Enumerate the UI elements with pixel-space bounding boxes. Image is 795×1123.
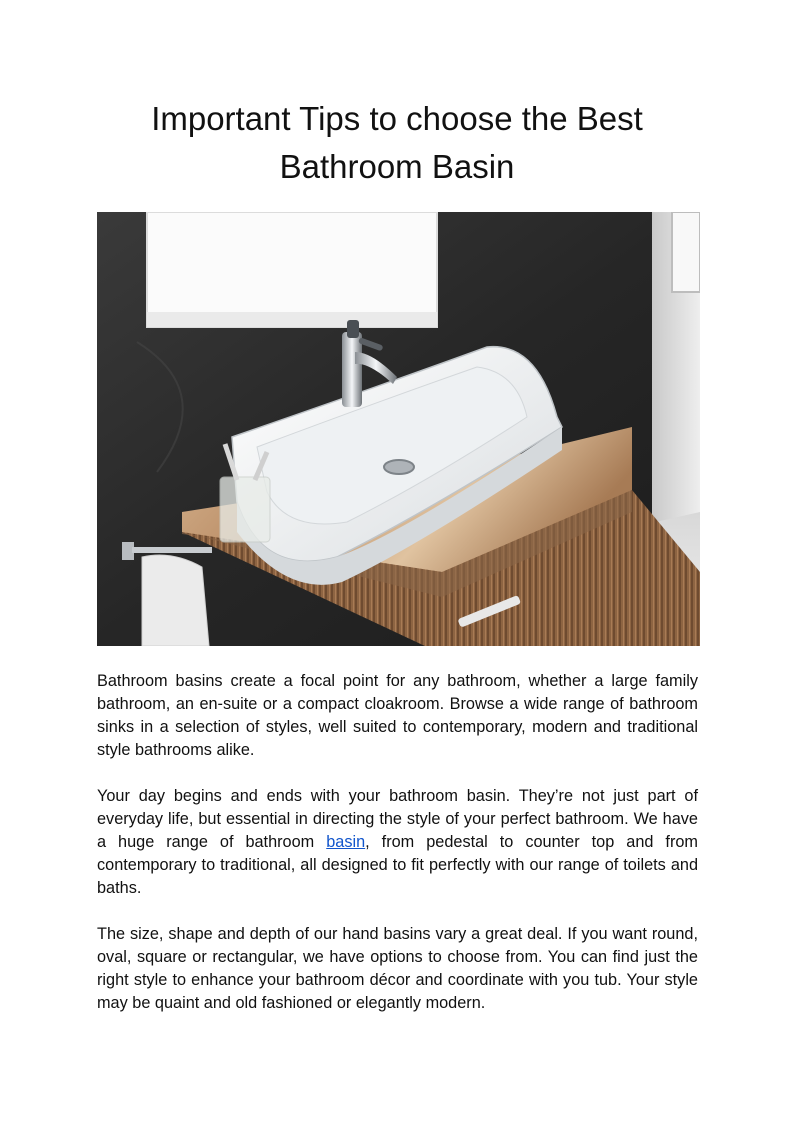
paragraph-2-text-a: Your day begins and ends with your bathroom basin. They’re not just part of everyday life, but essential in directing the style of your perfect bathroom. We have a huge range of bathroom: [97, 787, 698, 851]
article-body: [97, 670, 698, 1038]
paragraph-2-text-b: , from pedestal to counter top and from contemporary to traditional, all designed to fit perfectly with our range of toilets and baths.: [97, 833, 698, 897]
paragraph-1: Bathroom basins create a focal point for any bathroom, whether a large family bathroom, an en-suite or a compact cloakroom. Browse a wide range of bathroom sinks in a selection of styles, well suited to contemporary, modern and traditional style bathrooms alike.: [97, 672, 698, 759]
page-title: [97, 95, 697, 191]
title-line-2: Bathroom Basin: [279, 148, 515, 185]
paragraph-3: The size, shape and depth of our hand basins vary a great deal. If you want round, oval, square or rectangular, we have options to choose from. You can find just the right style to enhance your bathroom décor and coordinate with you tub. Your style may be quaint and old fashioned or elegantly modern.: [97, 925, 698, 1012]
bathroom-basin-photo: [97, 212, 700, 646]
paragraph-2: [97, 785, 698, 900]
title-line-1: Important Tips to choose the Best: [151, 100, 643, 137]
basin-link[interactable]: basin: [326, 833, 366, 851]
